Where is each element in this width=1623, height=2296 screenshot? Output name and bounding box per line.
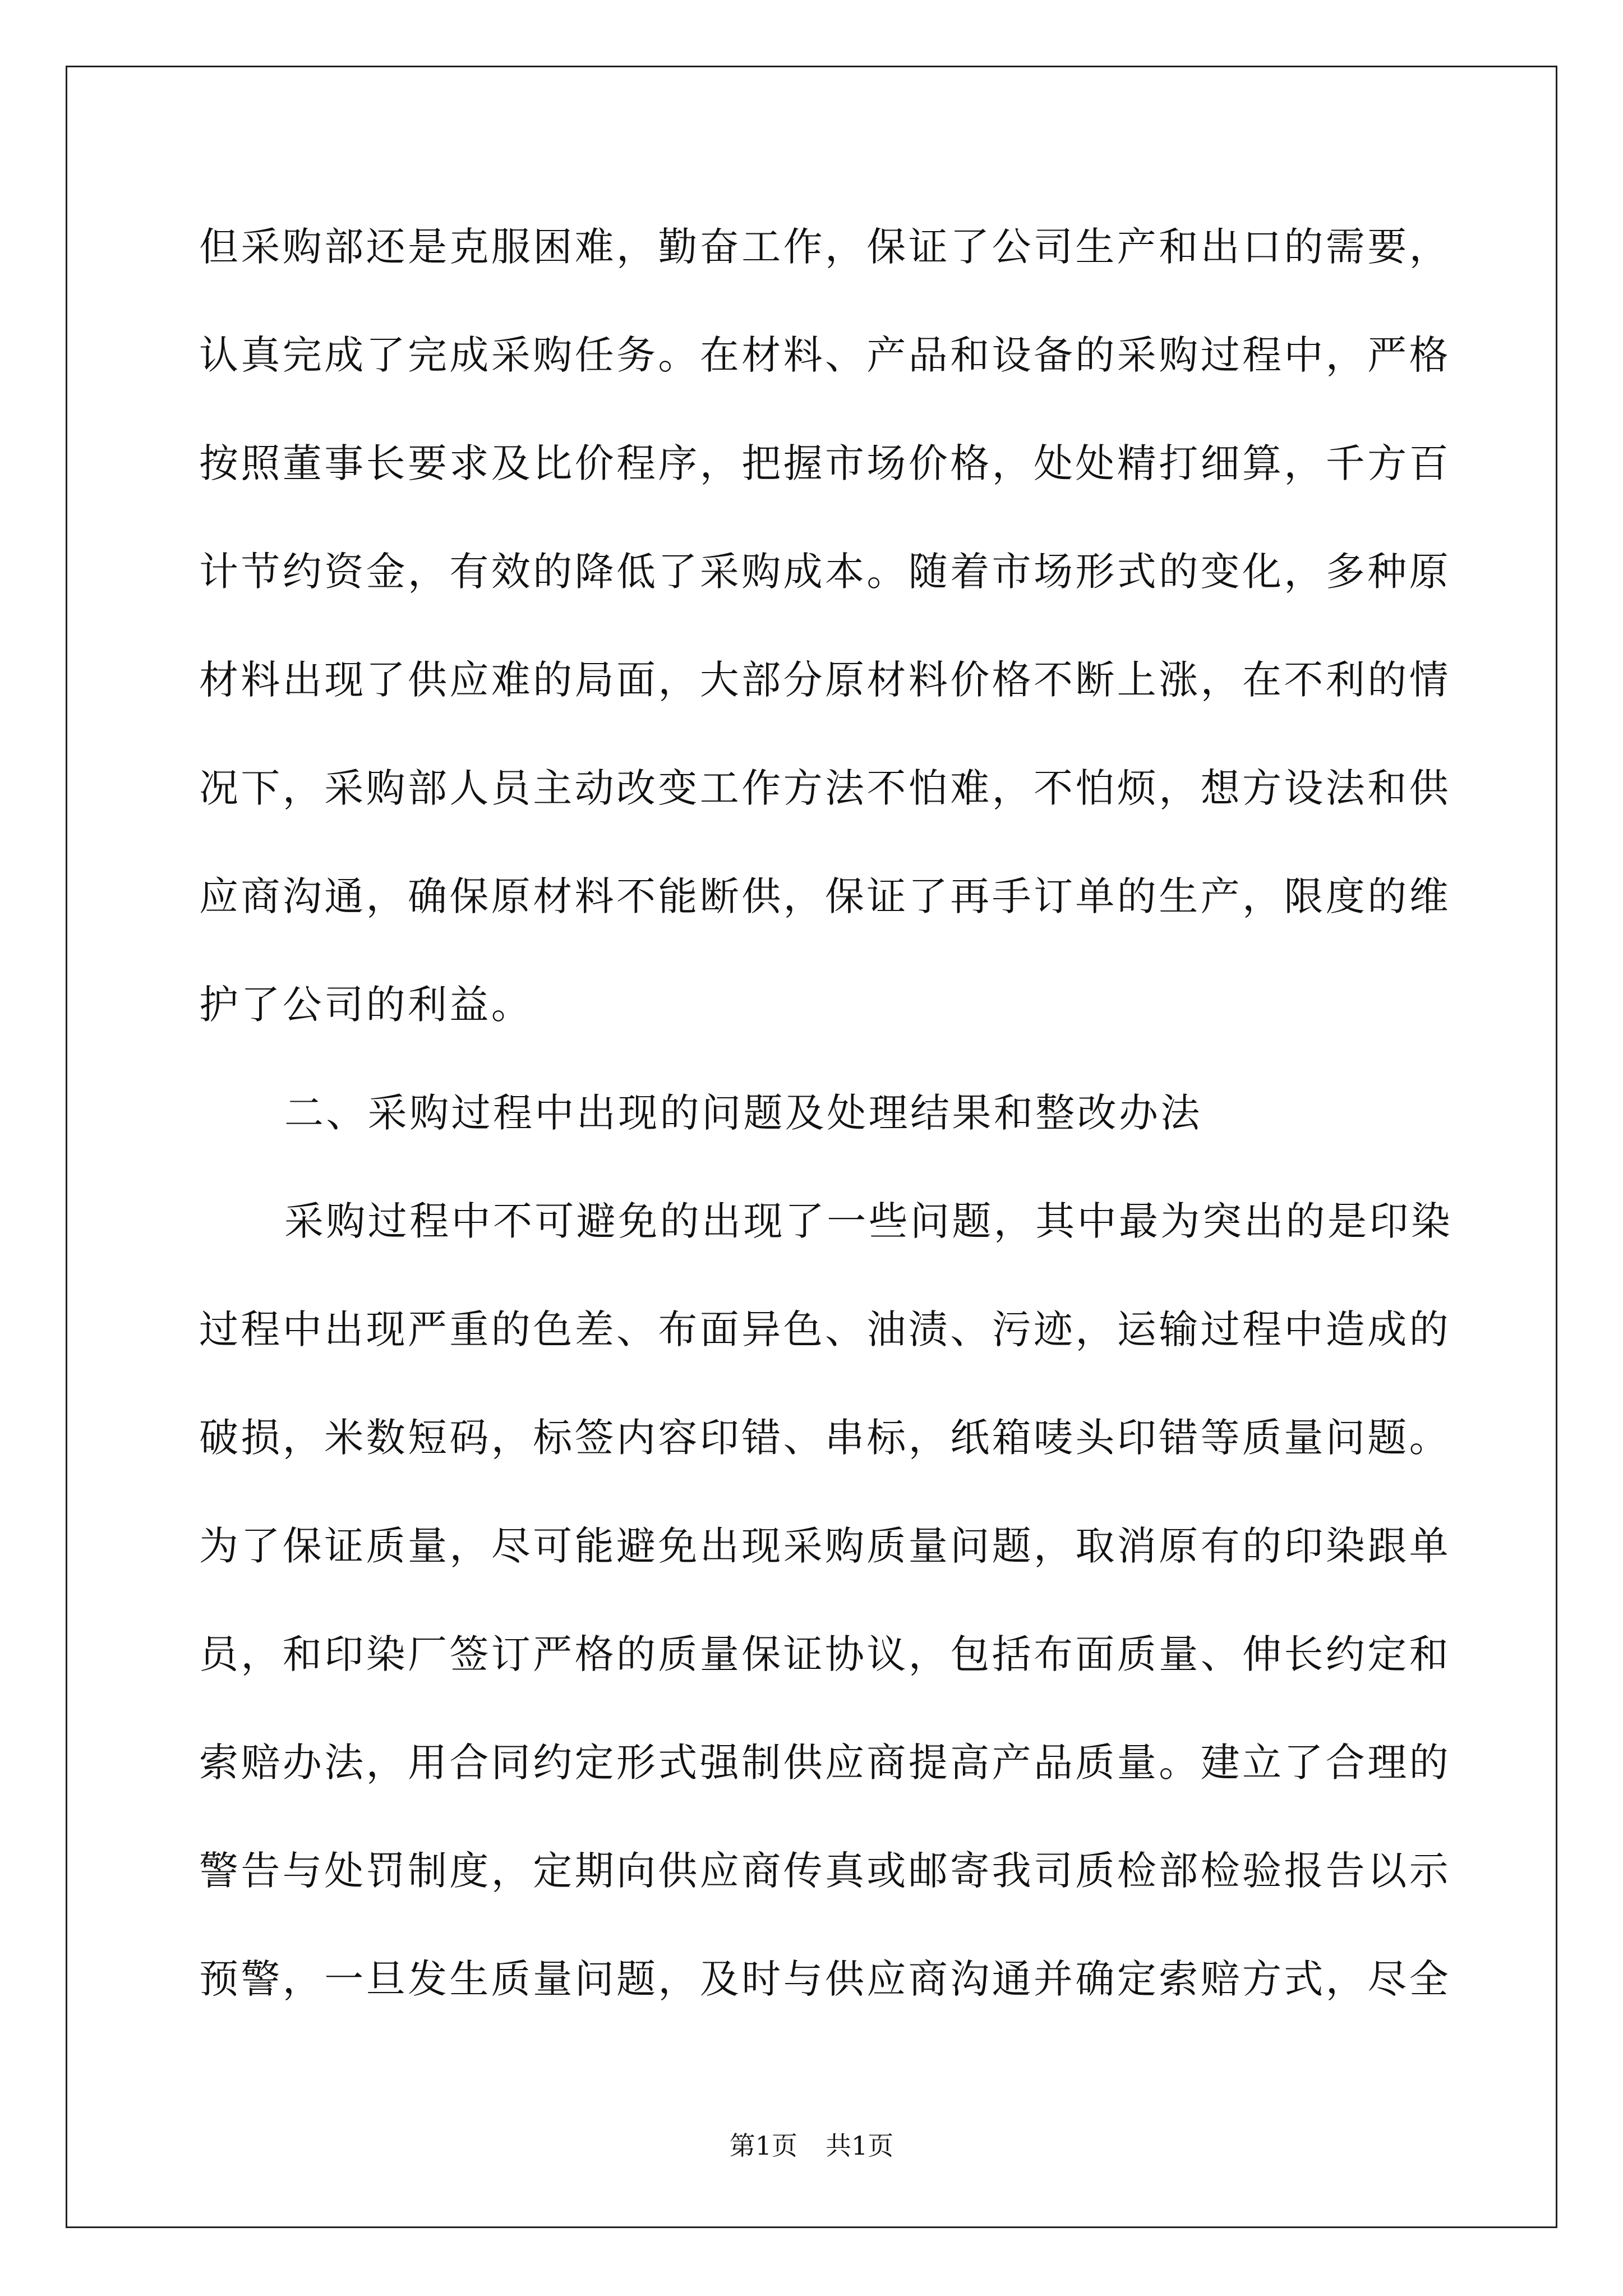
text-line: 警告与处罚制度，定期向供应商传真或邮寄我司质检部检验报告以示 <box>199 1848 1451 1894</box>
text-line: 过程中出现严重的色差、布面异色、油渍、污迹，运输过程中造成的 <box>199 1306 1451 1352</box>
page-footer <box>0 2129 1623 2162</box>
text-line: 按照董事长要求及比价程序，把握市场价格，处处精打细算，千方百 <box>199 440 1451 486</box>
text-line: 员，和印染厂签订严格的质量保证协议，包括布面质量、伸长约定和 <box>199 1631 1451 1677</box>
text-line: 为了保证质量，尽可能避免出现采购质量问题，取消原有的印染跟单 <box>199 1523 1451 1569</box>
text-line: 索赔办法，用合同约定形式强制供应商提高产品质量。建立了合理的 <box>199 1740 1451 1786</box>
text-line: 预警，一旦发生质量问题，及时与供应商沟通并确定索赔方式，尽全 <box>199 1956 1451 2002</box>
text-line: 但采购部还是克服困难，勤奋工作，保证了公司生产和出口的需要， <box>199 224 1451 270</box>
section-heading: 二、采购过程中出现的问题及处理结果和整改办法 <box>284 1090 1202 1136</box>
text-line: 况下，采购部人员主动改变工作方法不怕难，不怕烦，想方设法和供 <box>199 765 1451 811</box>
page-number: 第1页 <box>729 2131 797 2161</box>
text-line: 护了公司的利益。 <box>199 982 533 1028</box>
text-line: 采购过程中不可避免的出现了一些问题，其中最为突出的是印染 <box>284 1198 1453 1244</box>
text-line: 破损，米数短码，标签内容印错、串标，纸箱唛头印错等质量问题。 <box>199 1415 1451 1461</box>
text-line: 计节约资金，有效的降低了采购成本。随着市场形式的变化，多种原 <box>199 549 1451 595</box>
text-line: 材料出现了供应难的局面，大部分原材料价格不断上涨，在不利的情 <box>199 657 1451 703</box>
page-total: 共1页 <box>826 2131 894 2161</box>
text-line: 认真完成了完成采购任务。在材料、产品和设备的采购过程中，严格 <box>199 332 1451 378</box>
text-line: 应商沟通，确保原材料不能断供，保证了再手订单的生产，限度的维 <box>199 873 1451 919</box>
